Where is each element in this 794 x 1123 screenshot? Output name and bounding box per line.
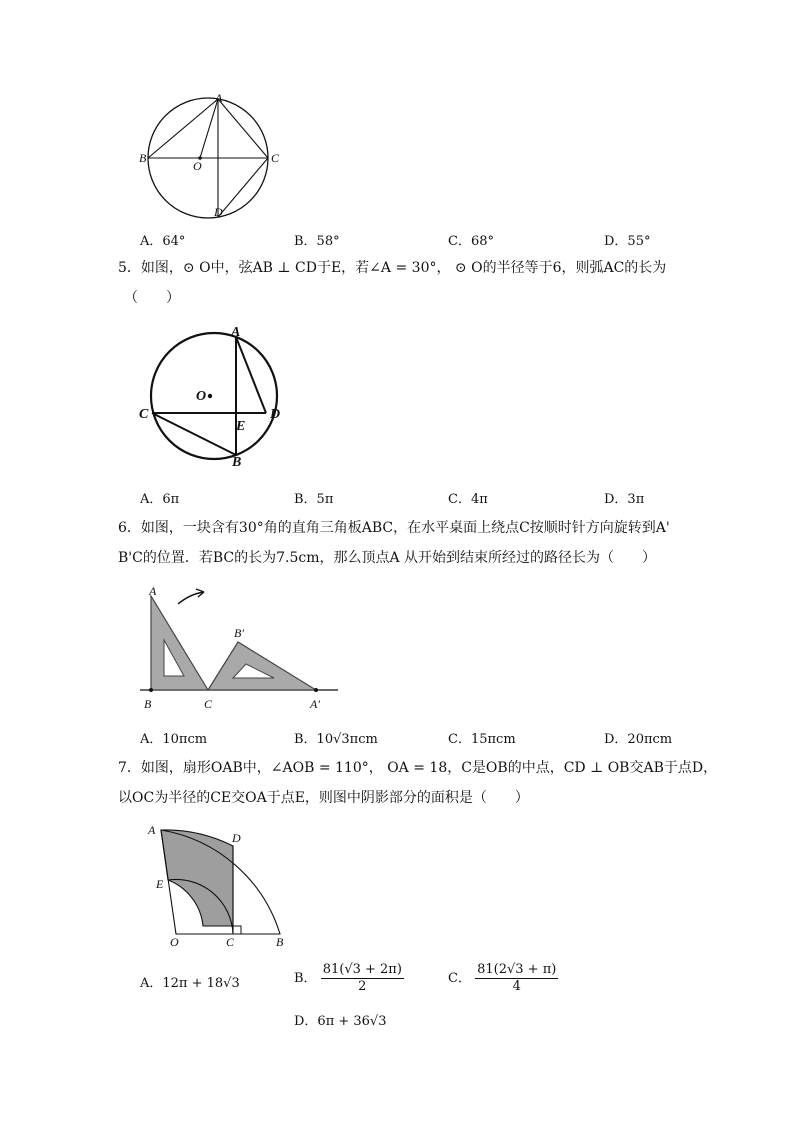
q4-option-a[interactable]: A．64° xyxy=(140,234,186,249)
q7-option-b-numerator: 81(√3 + 2π) xyxy=(322,962,402,977)
q4-label-d: D xyxy=(214,205,223,219)
q6-option-b[interactable]: B．10√3πcm xyxy=(294,732,378,747)
q5-label-o: O xyxy=(196,389,207,404)
q7-option-c-fraction xyxy=(475,962,558,995)
q7-option-c-prefix: C． xyxy=(448,971,471,986)
q5-label-b: B xyxy=(232,455,242,470)
q7-option-b[interactable] xyxy=(294,962,404,995)
q6-label-b-prime: B' xyxy=(234,626,244,640)
q6-question-line1: 6．如图，一块含有30°角的直角三角板ABC，在水平桌面上绕点C按顺时针方向旋转到A' xyxy=(118,520,670,536)
q7-label-b: B xyxy=(276,935,284,949)
q7-option-c[interactable] xyxy=(448,962,558,995)
q4-label-a: A xyxy=(215,92,223,105)
q7-option-c-numerator: 81(2√3 + π) xyxy=(477,962,557,977)
q5-option-a[interactable]: A．6π xyxy=(140,492,180,507)
q5-label-e: E xyxy=(236,419,246,434)
q6-label-c: C xyxy=(204,697,213,711)
q5-option-d[interactable]: D．3π xyxy=(604,492,645,507)
q4-option-b[interactable]: B．58° xyxy=(294,234,340,249)
q5-option-b[interactable]: B．5π xyxy=(294,492,334,507)
q5-label-a: A xyxy=(231,325,241,340)
q5-question-line1: 5．如图，⊙ O中，弦AB ⊥ CD于E，若∠A = 30°， ⊙ O的半径等于6，则弧AC的长为 xyxy=(118,260,667,276)
q4-label-o: O xyxy=(193,159,202,173)
q6-label-a-prime: A' xyxy=(310,697,320,711)
q4-label-b: B xyxy=(139,151,147,165)
q4-option-d[interactable]: D．55° xyxy=(604,234,651,249)
q4-circle-figure xyxy=(130,92,280,222)
q7-option-b-denominator: 2 xyxy=(358,979,367,994)
q7-label-c: C xyxy=(226,935,235,949)
q7-option-b-fraction xyxy=(321,962,404,995)
q6-label-a: A xyxy=(149,584,157,598)
q7-option-a[interactable]: A．12π + 18√3 xyxy=(140,976,240,991)
q6-triangle-rotation-figure xyxy=(134,582,354,714)
q6-option-c[interactable]: C．15πcm xyxy=(448,732,516,747)
q6-label-b: B xyxy=(144,697,152,711)
q5-option-c[interactable]: C．4π xyxy=(448,492,488,507)
q6-option-d[interactable]: D．20πcm xyxy=(604,732,673,747)
q5-question-line2: （ ） xyxy=(124,290,180,306)
q4-label-c: C xyxy=(271,151,280,165)
q7-question-line1: 7．如图，扇形OAB中，∠AOB = 110°， OA = 18，C是OB的中点，CD ⊥ OB交AB于点D， xyxy=(118,760,718,776)
q7-option-b-prefix: B． xyxy=(294,971,317,986)
q7-question-line2: 以OC为半径的CE交OA于点E，则图中阴影部分的面积是（ ） xyxy=(118,790,529,806)
q7-label-d: D xyxy=(232,831,241,845)
q5-label-d: D xyxy=(270,407,281,422)
q6-option-a[interactable]: A．10πcm xyxy=(140,732,208,747)
q6-question-line2: B'C的位置．若BC的长为7.5cm，那么顶点A 从开始到结束所经过的路径长为（ ） xyxy=(118,550,657,566)
q7-label-a: A xyxy=(148,823,156,837)
q4-option-c[interactable]: C．68° xyxy=(448,234,494,249)
q7-label-e: E xyxy=(156,877,164,891)
q7-label-o: O xyxy=(170,935,179,949)
q7-option-d[interactable]: D．6π + 36√3 xyxy=(294,1014,387,1029)
q7-option-c-denominator: 4 xyxy=(512,979,521,994)
q5-circle-figure xyxy=(136,320,296,470)
q5-label-c: C xyxy=(139,407,149,422)
q7-sector-figure xyxy=(140,822,300,952)
